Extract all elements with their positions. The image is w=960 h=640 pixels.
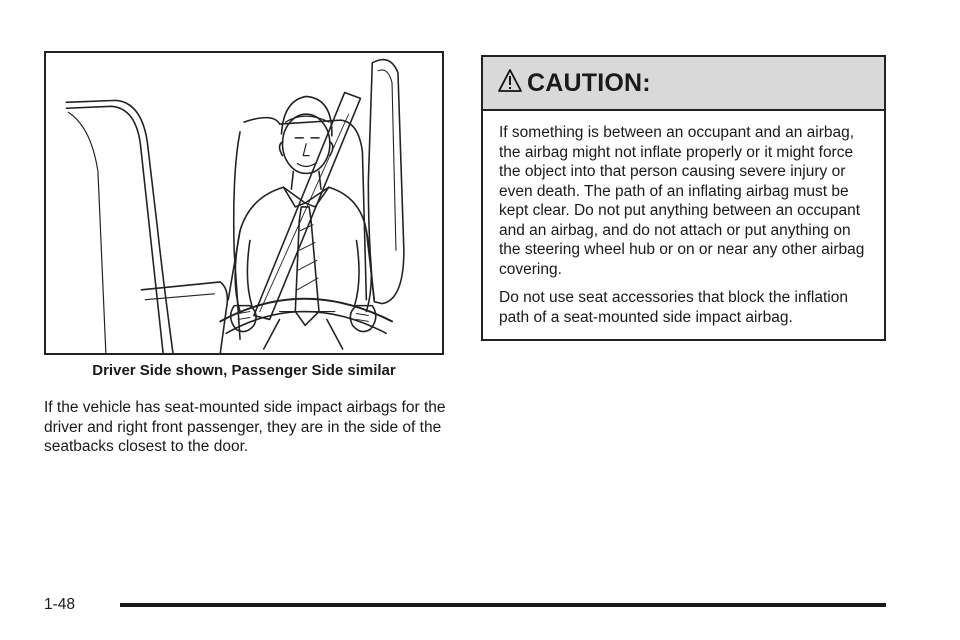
caution-body: [483, 111, 884, 327]
caution-paragraph: If something is between an occupant and an airbag, the airbag might not inflate properly or it might force the object into that person causing severe injury or even death. The path of an inflating airbag must be kept clear. Do not put anything between an occupant and an airbag, and do not attach or put anything on the steering wheel hub or on or near any other airbag covering.: [499, 124, 865, 278]
footer-rule: [120, 603, 886, 607]
warning-triangle-icon: [497, 68, 523, 94]
caution-paragraph: Do not use seat accessories that block the inflation path of a seat-mounted side impact airbag.: [499, 289, 848, 326]
driver-airbag-illustration: [44, 51, 444, 355]
caution-box: [481, 55, 886, 341]
body-paragraph: If the vehicle has seat-mounted side impact airbags for the driver and right front passenger, they are in the side of the seatbacks closest to the door.: [44, 399, 446, 455]
figure-caption: Driver Side shown, Passenger Side similar: [92, 362, 396, 379]
seated-driver-drawing: [46, 53, 442, 353]
page-number: 1-48: [44, 596, 76, 613]
caution-title: CAUTION:: [527, 68, 651, 97]
caution-header: [483, 57, 884, 111]
